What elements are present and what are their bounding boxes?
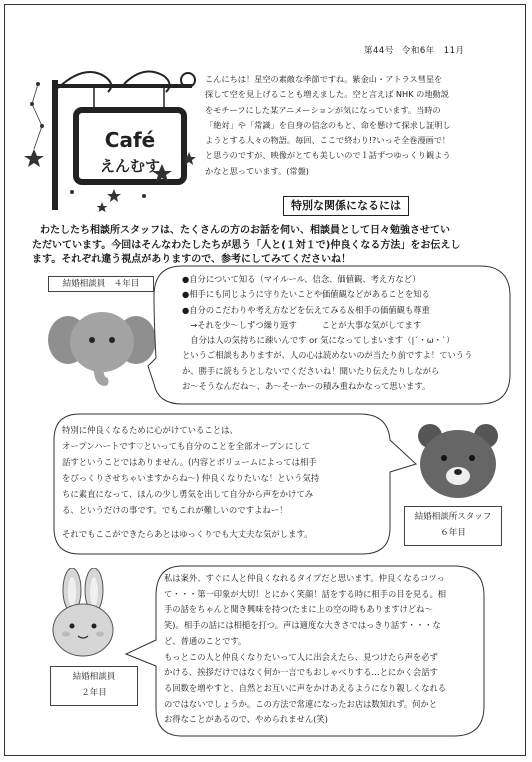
issue-number: 第44号 bbox=[364, 46, 394, 56]
intro-line: かなと思っています。(常盤) bbox=[205, 165, 309, 176]
intro-paragraph bbox=[205, 72, 505, 179]
comment-line: ●相手にも同じように守りたいことや価値観などがあることを知る bbox=[182, 289, 430, 300]
comment-line: か、勝手に読もうとしないでくださいね！聞いたり伝えたりしながら bbox=[182, 365, 440, 376]
comment-line: →それを少～しずつ繰り返す ことが大事な気がしてます bbox=[182, 319, 422, 330]
comment-line: 話すということではありません。(内容とボリュームによっては相手 bbox=[62, 457, 317, 467]
intro-line: 「絶対」や「常識」を自身の信念のもと、命を懸けて探求し証明し bbox=[205, 119, 451, 130]
comment-line: て・・・第一印象が大切！とにかく笑顔！話をする時に相手の目を見る。相 bbox=[164, 588, 447, 599]
rabbit-illustration bbox=[48, 568, 118, 658]
role-line: 結婚相談所スタッフ bbox=[414, 512, 492, 522]
comment-line: 私は案外、すぐに人と仲良くなれるタイプだと思います。仲良くなるコツっ bbox=[164, 573, 445, 583]
cafe-sign-logo bbox=[24, 54, 204, 214]
staff-role-label bbox=[50, 666, 138, 706]
issue-date: 令和6年 11月 bbox=[401, 46, 465, 56]
lead-line: ます。それぞれ違う視点がありますので、参考にしてみてくださいね！ bbox=[32, 254, 351, 265]
section-title: 特別な関係になるには bbox=[283, 196, 409, 216]
comment-line: 自分は人の気持ちに疎いんです or 気になってしまいます（|´・ω・`） bbox=[182, 335, 455, 346]
comment-line: もっとこの人と仲良くなりたいって人に出会えたら、見つけたら声を必ず bbox=[164, 651, 438, 662]
comment-line: 手の話をちゃんと聞き興味を持つ(たまに上の空の時もありますけどね～ bbox=[164, 604, 433, 615]
logo-line1: Café bbox=[104, 128, 156, 152]
intro-line: 探して空を見上げることも増えました。空と言えば NHK の地動説 bbox=[205, 89, 449, 100]
elephant-illustration bbox=[46, 300, 158, 390]
comment-line: というご相談もありますが、人の心は読めないのが当たり前ですよ！ていうう bbox=[182, 350, 473, 361]
role-line: ６年目 bbox=[440, 528, 466, 538]
comment-line: お得なことがあるので、やめられません(笑) bbox=[164, 714, 328, 725]
intro-line: をモチーフにした某アニメーションが気になっています。当時の bbox=[205, 104, 441, 115]
lead-line: ただいています。今回はそんなわたしたちが思う「人と(１対１で)仲良くなる方法」をお伝えし bbox=[32, 239, 461, 251]
comment-line: る回数を増やすと、自然とお互いに声をかけあえるようになり親しくなれる bbox=[164, 682, 447, 693]
staff-comment-3 bbox=[164, 571, 474, 728]
comment-line: 特別に仲良くなるために心がけていることは、 bbox=[62, 425, 238, 435]
intro-line: と思うのですが、映像がとても美しいので１話ずつゆっくり観よう bbox=[205, 150, 451, 161]
intro-line: ようとする人々の物語。毎回、ここで終わり!?いっそ全巻漫画で！ bbox=[205, 135, 451, 146]
comment-line: ど、普通のことです。 bbox=[164, 635, 247, 646]
comment-line: る、というだけの事です。でもこれが難しいのですよねー！ bbox=[62, 505, 288, 515]
staff-role-label: 結婚相談員 ４年目 bbox=[48, 276, 154, 292]
comment-line: をびっくりさせちゃいますからね～) 仲良くなりたいな！という気持 bbox=[62, 473, 320, 483]
comment-closing: それでもここができたらあとはゆっくりでも大丈夫な気がします。 bbox=[62, 529, 313, 539]
bear-illustration bbox=[414, 420, 502, 500]
comment-line: 笑)。相手の話には相槌を打つ。声は適度な大きさではっきり話す・・・な bbox=[164, 620, 441, 631]
logo-line2: えんむす bbox=[99, 157, 161, 175]
role-line: 結婚相談員 bbox=[72, 672, 116, 682]
comment-line: オープンハートです♡といっても自分のことを全部オープンにして bbox=[62, 441, 311, 451]
staff-role-label bbox=[404, 506, 502, 546]
comment-line: お～そうなんだね～、あ～そーかーの積み重ねかなって思います。 bbox=[182, 381, 431, 392]
comment-line: のではないでしょうか。この方法で常連になったお店は数知れず。何かと bbox=[164, 698, 438, 709]
lead-paragraph bbox=[32, 224, 502, 268]
comment-line: ちに素直になって、ほんの少し勇気を出して自分から声をかけてみ bbox=[62, 489, 314, 499]
lead-line: わたしたち相談所スタッフは、たくさんの方のお話を伺い、相談員として日々勉強させてい bbox=[40, 225, 450, 236]
comment-line: ●自分のこだわりや考え方などを伝えてみる＆相手の価値観も尊重 bbox=[182, 304, 430, 315]
comment-line: かける、挨拶だけではなく何か一言でもおしゃべりする…とにかく会話す bbox=[164, 667, 438, 678]
comment-line: ●自分について知る（マイルール、信念、価値観、考え方など） bbox=[182, 274, 421, 284]
intro-line: こんにちは！星空の素敵な季節ですね。紫金山・アトラス彗星を bbox=[205, 74, 443, 84]
issue-header bbox=[356, 44, 465, 56]
role-line: ２年目 bbox=[81, 688, 107, 698]
staff-comment-1 bbox=[182, 272, 508, 394]
staff-comment-2 bbox=[62, 422, 380, 542]
